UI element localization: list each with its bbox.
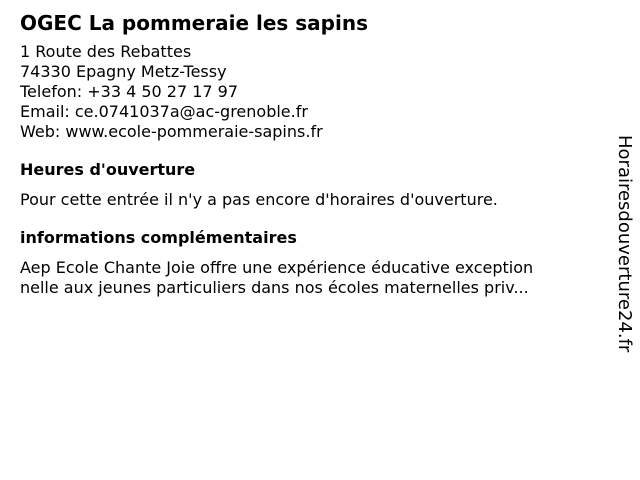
additional-info-heading: informations complémentaires: [20, 228, 297, 247]
address-line-2: 74330 Epagny Metz-Tessy: [20, 62, 227, 81]
opening-hours-heading: Heures d'ouverture: [20, 160, 196, 179]
opening-hours-text: Pour cette entrée il n'y a pas encore d'horaires d'ouverture.: [20, 190, 498, 209]
additional-info-text: [20, 258, 600, 298]
business-card: [20, 10, 600, 298]
additional-info-line-2: nelle aux jeunes particuliers dans nos écoles maternelles priv...: [20, 278, 529, 297]
address-line-1: 1 Route des Rebattes: [20, 42, 192, 61]
website-line: Web: www.ecole-pommeraie-sapins.fr: [20, 122, 323, 141]
phone-line: Telefon: +33 4 50 27 17 97: [20, 82, 239, 101]
contact-block: [20, 42, 600, 142]
business-name: OGEC La pommeraie les sapins: [20, 11, 368, 35]
email-line: Email: ce.0741037a@ac-grenoble.fr: [20, 102, 308, 121]
additional-info-line-1: Aep Ecole Chante Joie offre une expérience éducative exception: [20, 258, 534, 277]
site-watermark: Horairesdouverture24.fr: [614, 135, 635, 353]
